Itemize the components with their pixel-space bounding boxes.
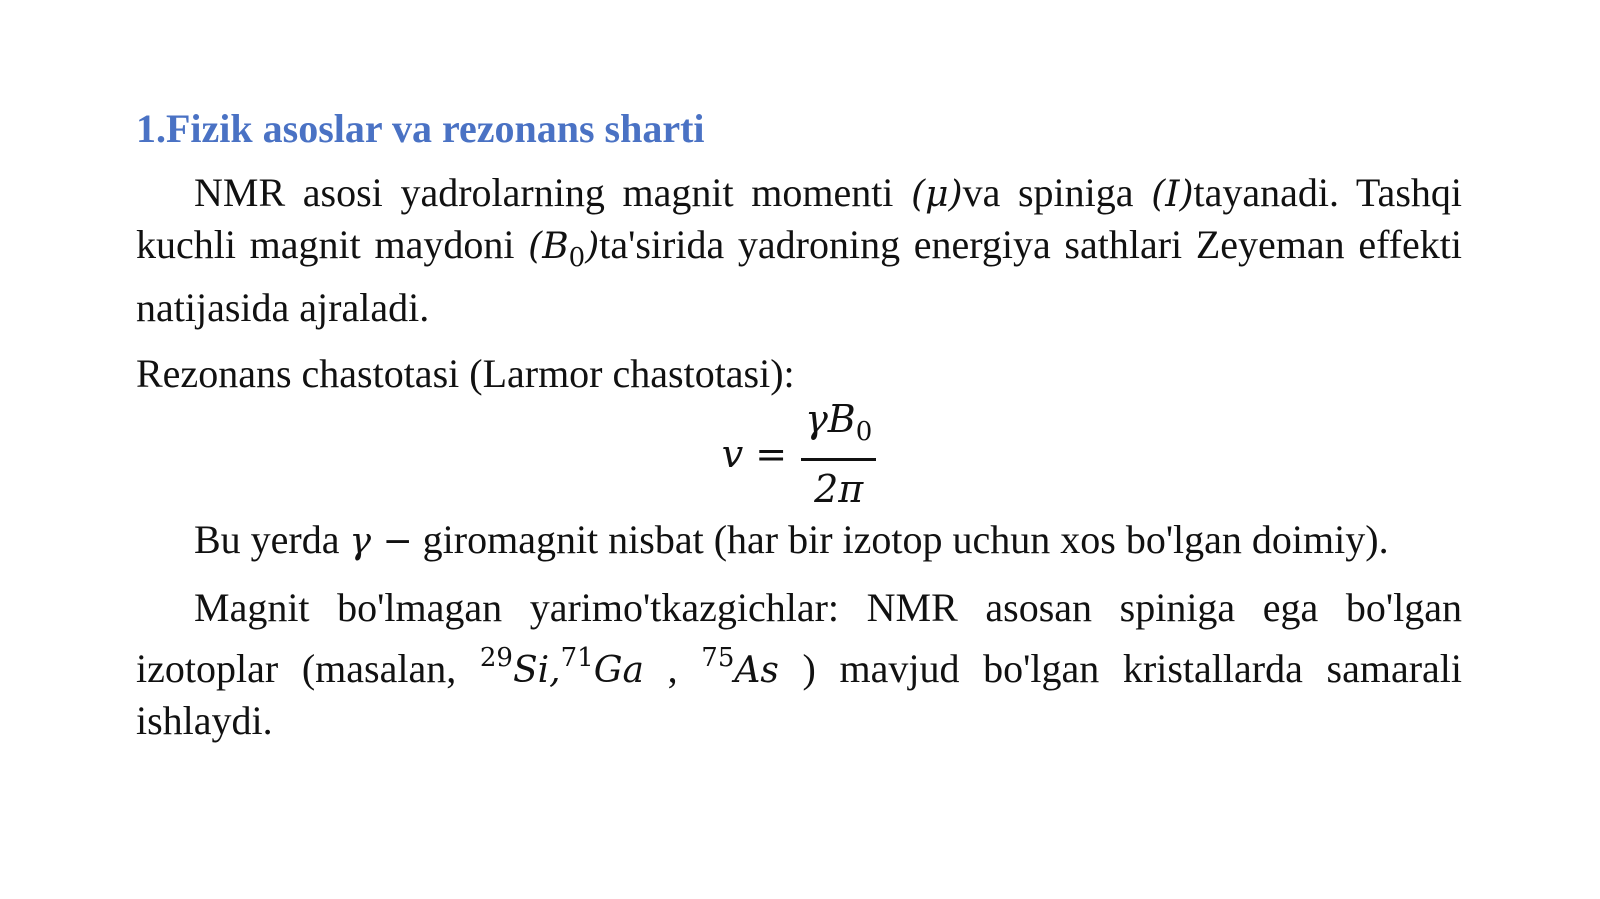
isotope-as: $^{75}$As [701,643,779,691]
mu-symbol: (μ) [911,174,963,215]
isotopes-paragraph [136,583,1462,746]
gamma-symbol: γ − [349,521,413,562]
larmor-formula [136,399,1462,509]
intro-paragraph [136,168,1462,333]
formula-numerator: $\gamma B_0$ [805,397,873,447]
field-symbol: $(B_0)$ [528,226,600,273]
intro-text-3: tayanadi. Tashqi kuchli magnit maydoni [136,170,1462,267]
gamma-text-1: Bu yerda [194,517,340,562]
intro-text-1: NMR asosi yadrolarning magnit momenti [194,170,894,215]
formula-fraction [801,397,876,511]
larmor-label: Rezonans chastotasi (Larmor chastotasi): [136,351,795,396]
intro-text-4: ta'sirida yadroning energiya sathlari Zeyeman effekti natijasida ajraladi. [136,222,1463,330]
gamma-text-2: giromagnit nisbat (har bir izotop uchun xos bo'lgan doimiy). [422,517,1389,562]
isotope-comma: , [667,646,678,691]
slide-content [136,104,1462,746]
isotope-si: $^{29}$Si, [479,643,561,691]
intro-text-2: va spiniga [962,170,1134,215]
spin-symbol: (I) [1151,174,1194,215]
isotope-ga: $^{71}$Ga [560,643,644,691]
section-heading: 1.Fizik asoslar va rezonans sharti [136,106,705,151]
isotopes-text-1: Magnit bo'lmagan yarimo'tkazgichlar: NMR asosan spiniga ega bo'lgan izotoplar (masalan, [136,585,1462,691]
formula-lhs: v [721,432,744,476]
formula-denominator: 2π [814,467,864,511]
isotopes-text-2: ) mavjud bo'lgan kristallarda samarali ishlaydi. [136,646,1462,743]
formula-equals: = [755,432,788,476]
gamma-paragraph [136,515,1462,567]
